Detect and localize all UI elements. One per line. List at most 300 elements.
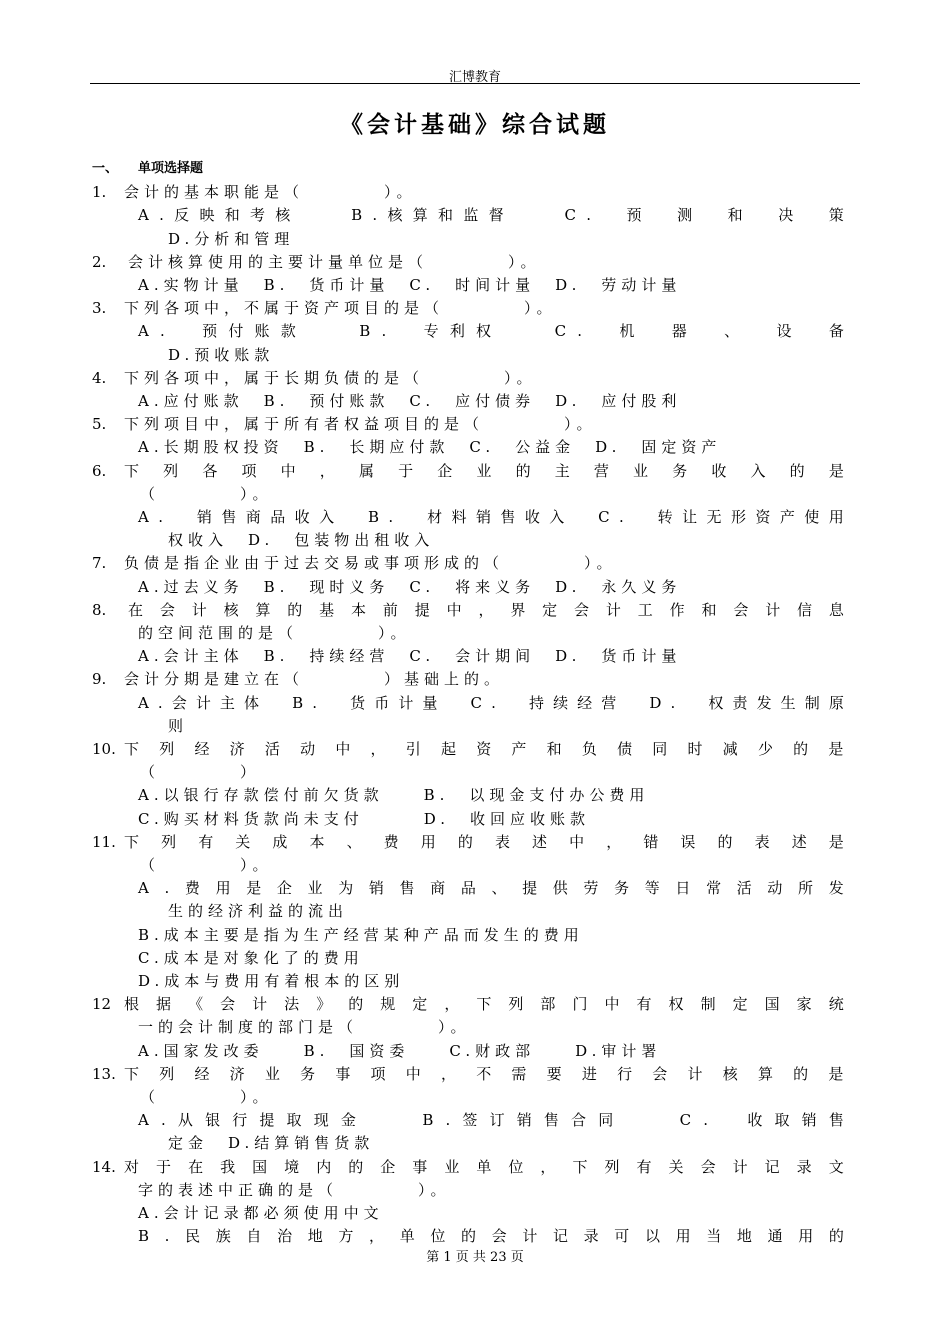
glyph: 算: [255, 601, 271, 619]
glyph: 同: [652, 740, 668, 758]
glyph: 文: [828, 1158, 844, 1176]
glyph: 现: [313, 1111, 329, 1129]
glyph: 账: [254, 322, 270, 340]
glyph: 的: [461, 1227, 477, 1245]
glyph: [388, 1063, 403, 1085]
glyph: 合: [571, 1111, 587, 1129]
glyph: 算: [757, 1065, 773, 1083]
glyph: 销: [196, 508, 212, 526]
glyph: 销: [368, 879, 384, 897]
glyph: 利: [449, 322, 465, 340]
glyph: 、: [491, 879, 507, 897]
glyph: [282, 738, 297, 760]
question-line: A.应付账款 B. 预付账款 C. 应付债券 D. 应付股利: [138, 392, 682, 410]
glyph: 计: [398, 694, 414, 712]
header-rule: [90, 83, 860, 84]
glyph: .: [164, 879, 170, 897]
glyph: 作: [669, 601, 685, 619]
glyph: 误: [680, 833, 696, 851]
glyph: B: [422, 1111, 434, 1129]
glyph: 货: [350, 694, 366, 712]
question-number: 7.: [92, 554, 107, 572]
question-line: A.会计记录都必须使用中文: [138, 1204, 384, 1222]
glyph: 时: [687, 740, 703, 758]
glyph: [144, 460, 159, 482]
glyph: 减: [722, 740, 738, 758]
glyph: 权: [476, 322, 492, 340]
glyph: [635, 1063, 650, 1085]
glyph: [705, 1063, 720, 1085]
glyph: 形: [730, 508, 746, 526]
glyph: 》: [316, 995, 332, 1013]
question-number: 13.: [92, 1065, 116, 1083]
glyph: 资: [755, 508, 771, 526]
glyph: 列: [161, 833, 177, 851]
glyph: [291, 831, 306, 853]
glyph: 位: [508, 1158, 524, 1176]
glyph: [613, 460, 628, 482]
glyph: 策: [828, 206, 844, 224]
glyph: 基: [319, 601, 335, 619]
glyph: 是: [828, 833, 844, 851]
glyph: [692, 460, 707, 482]
question-stem: 下列项目中，属于所有者权益项目的是（ ）。: [124, 415, 597, 433]
glyph: 的: [793, 1065, 809, 1083]
glyph: 款: [280, 322, 296, 340]
glyph: [247, 738, 262, 760]
glyph: [180, 831, 195, 853]
glyph: 费: [184, 879, 200, 897]
glyph: 产: [779, 508, 795, 526]
glyph: 事: [412, 1158, 428, 1176]
glyph: 计: [191, 601, 207, 619]
glyph: [212, 738, 227, 760]
glyph: 关: [235, 833, 251, 851]
glyph: [423, 738, 438, 760]
glyph: 核: [387, 206, 403, 224]
question-number: 1.: [92, 183, 107, 201]
glyph: [514, 204, 529, 226]
glyph: 《: [188, 995, 204, 1013]
glyph: 的: [793, 740, 809, 758]
glyph: 反: [174, 206, 190, 224]
page-header: 汇博教育: [448, 70, 501, 85]
glyph: B: [359, 322, 371, 340]
question-line: A.长期股权投资 B. 长期应付款 C. 公益金 D. 固定资产: [138, 438, 722, 456]
glyph: 供: [552, 879, 568, 897]
question-line: [138, 692, 844, 714]
glyph: 规: [380, 995, 396, 1013]
glyph: [268, 692, 283, 714]
glyph: [344, 506, 359, 528]
glyph: 营: [593, 462, 609, 480]
glyph: [353, 1063, 368, 1085]
glyph: 售: [399, 879, 415, 897]
glyph: 售: [543, 1111, 559, 1129]
glyph: 我: [220, 1158, 236, 1176]
glyph: 定: [542, 601, 558, 619]
glyph: [705, 738, 720, 760]
glyph: 主: [219, 694, 235, 712]
glyph: 的: [717, 833, 733, 851]
glyph: 济: [229, 740, 245, 758]
glyph: [574, 460, 589, 482]
glyph: [143, 831, 158, 853]
glyph: 同: [598, 1111, 614, 1129]
glyph: 的: [348, 995, 364, 1013]
glyph: 计: [195, 694, 211, 712]
glyph: [720, 1109, 735, 1131]
glyph: 生: [780, 694, 796, 712]
glyph: 是: [828, 740, 844, 758]
glyph: 记: [764, 1158, 780, 1176]
glyph: 主: [554, 462, 570, 480]
glyph: 常: [706, 879, 722, 897]
glyph: 述: [532, 833, 548, 851]
glyph: 劳: [583, 879, 599, 897]
question-number: 6.: [92, 462, 107, 480]
glyph: 各: [202, 462, 218, 480]
question-line: A.实物计量 B. 货币计量 C. 时间计量 D. 劳动计量: [138, 276, 682, 294]
glyph: .: [157, 694, 163, 712]
glyph: [254, 831, 269, 853]
glyph: 售: [828, 1111, 844, 1129]
glyph: .: [619, 508, 624, 526]
glyph: 于: [156, 1158, 172, 1176]
glyph: A: [138, 1111, 149, 1129]
glyph: [528, 320, 543, 342]
glyph: 制: [804, 694, 820, 712]
glyph: 会: [491, 1227, 507, 1245]
glyph: C: [554, 322, 567, 340]
glyph: [564, 1063, 579, 1085]
glyph: [326, 204, 341, 226]
glyph: [599, 738, 614, 760]
glyph: [476, 831, 491, 853]
glyph: 错: [643, 833, 659, 851]
glyph: [300, 460, 315, 482]
question-line: 生的经济利益的流出: [168, 902, 349, 920]
glyph: [403, 506, 418, 528]
question-number: 5.: [92, 415, 107, 433]
glyph: 产: [511, 740, 527, 758]
glyph: 、: [346, 833, 362, 851]
glyph: [282, 1063, 297, 1085]
question-stem: 会计核算使用的主要计量单位是（ ）。: [128, 253, 541, 271]
glyph: [333, 320, 348, 342]
glyph: 在: [188, 1158, 204, 1176]
question-stem: [128, 599, 844, 621]
glyph: [588, 831, 603, 853]
glyph: [177, 738, 192, 760]
glyph: [625, 692, 640, 714]
glyph: 费: [383, 833, 399, 851]
glyph: 中: [335, 740, 351, 758]
glyph: 权: [668, 995, 684, 1013]
glyph: 、: [724, 322, 740, 340]
glyph: 工: [637, 601, 653, 619]
glyph: [513, 831, 528, 853]
glyph: [535, 460, 550, 482]
question-line: C.成本是对象化了的费用: [138, 949, 364, 967]
glyph: 会: [171, 694, 187, 712]
glyph: 用: [798, 1227, 814, 1245]
glyph: [770, 460, 785, 482]
glyph: 位: [430, 1227, 446, 1245]
question-line: [138, 204, 844, 226]
question-number: 14.: [92, 1158, 116, 1176]
glyph: 门: [572, 995, 588, 1013]
glyph: 根: [124, 995, 140, 1013]
glyph: 项: [370, 1065, 386, 1083]
glyph: [328, 831, 343, 853]
glyph: 行: [617, 1065, 633, 1083]
glyph: [457, 460, 472, 482]
glyph: [318, 738, 333, 760]
glyph: .: [381, 322, 387, 340]
glyph: 录: [796, 1158, 812, 1176]
glyph: [653, 1109, 668, 1131]
question-number: 3.: [92, 299, 107, 317]
glyph: 提: [414, 601, 430, 619]
glyph: 业: [444, 1158, 460, 1176]
glyph: [339, 460, 354, 482]
glyph: 是: [828, 462, 844, 480]
glyph: 于: [398, 462, 414, 480]
glyph: 核: [223, 601, 239, 619]
glyph: 考: [250, 206, 266, 224]
glyph: 取: [774, 1111, 790, 1129]
glyph: [318, 1063, 333, 1085]
glyph: 自: [246, 1227, 262, 1245]
glyph: 列: [159, 740, 175, 758]
question-line: 权收入 D. 包装物出租收入: [168, 531, 435, 549]
glyph: 和: [727, 206, 743, 224]
glyph: 的: [457, 833, 473, 851]
glyph: 机: [619, 322, 635, 340]
glyph: [502, 320, 517, 342]
glyph: [810, 831, 825, 853]
glyph: 单: [399, 1227, 415, 1245]
question-number: 2.: [92, 253, 107, 271]
glyph: 业: [264, 1065, 280, 1083]
question-number: 9.: [92, 670, 107, 688]
glyph: ，: [606, 833, 622, 851]
glyph: 会: [733, 601, 749, 619]
glyph: [750, 320, 765, 342]
glyph: 营: [601, 694, 617, 712]
glyph: 表: [754, 833, 770, 851]
question-line: A.会计主体 B. 持续经营 C. 会计期间 D. 货币计量: [138, 647, 682, 665]
glyph: 进: [581, 1065, 597, 1083]
glyph: 家: [796, 995, 812, 1013]
question-line: A.过去义务 B. 现时义务 C. 将来义务 D. 永久义务: [138, 578, 682, 596]
glyph: 债: [617, 740, 633, 758]
glyph: ，: [370, 740, 386, 758]
glyph: [326, 692, 341, 714]
question-stem: 会计分期是建立在（ ）基础上的。: [124, 670, 505, 688]
glyph: [418, 460, 433, 482]
glyph: 收: [711, 462, 727, 480]
glyph: 起: [440, 740, 456, 758]
glyph: B: [367, 508, 379, 526]
glyph: 和: [224, 206, 240, 224]
glyph: 境: [284, 1158, 300, 1176]
glyph: 和: [438, 206, 454, 224]
glyph: [494, 738, 509, 760]
glyph: [217, 831, 232, 853]
glyph: 计: [605, 601, 621, 619]
glyph: [261, 460, 276, 482]
glyph: 业: [476, 462, 492, 480]
question-stem: 下列各项中，属于长期负债的是（ ）。: [124, 369, 537, 387]
glyph: [736, 831, 751, 853]
glyph: .: [312, 694, 318, 712]
question-line: [138, 877, 844, 899]
question-number: 11.: [92, 833, 116, 851]
glyph: 入: [750, 462, 766, 480]
glyph: 下: [124, 1065, 140, 1083]
glyph: 中: [569, 833, 585, 851]
glyph: 原: [828, 694, 844, 712]
glyph: .: [372, 206, 378, 224]
glyph: 单: [476, 1158, 492, 1176]
glyph: 记: [552, 1227, 568, 1245]
glyph: 银: [205, 1111, 221, 1129]
glyph: 预: [202, 322, 218, 340]
glyph: 权: [708, 694, 724, 712]
glyph: 定: [412, 995, 428, 1013]
glyph: 有: [636, 995, 652, 1013]
glyph: 用: [675, 1227, 691, 1245]
glyph: 测: [677, 206, 693, 224]
glyph: 收: [294, 508, 310, 526]
glyph: [505, 692, 520, 714]
section-number: 一、: [92, 161, 119, 176]
glyph: 部: [540, 995, 556, 1013]
glyph: 入: [319, 508, 335, 526]
glyph: [776, 1063, 791, 1085]
glyph: 和: [546, 740, 562, 758]
glyph: 录: [583, 1227, 599, 1245]
glyph: 所: [798, 879, 814, 897]
glyph: [702, 204, 717, 226]
glyph: 用: [828, 508, 844, 526]
glyph: 售: [500, 508, 516, 526]
glyph: 从: [177, 1111, 193, 1129]
glyph: [776, 738, 791, 760]
glyph: 法: [284, 995, 300, 1013]
glyph: 品: [270, 508, 286, 526]
glyph: ，: [540, 1158, 556, 1176]
glyph: [625, 1109, 640, 1131]
glyph: [803, 320, 818, 342]
glyph: A: [138, 206, 149, 224]
question-line: D.分析和管理: [168, 230, 295, 248]
glyph: 日: [675, 879, 691, 897]
glyph: 对: [124, 1158, 140, 1176]
glyph: [459, 738, 474, 760]
glyph: 负: [581, 740, 597, 758]
glyph: 器: [671, 322, 687, 340]
glyph: .: [703, 1111, 709, 1129]
glyph: 提: [522, 879, 538, 897]
glyph: B: [138, 1227, 150, 1245]
question-line: C.购买材料货款尚未支付 D. 收回应收账款: [138, 810, 590, 828]
glyph: [684, 692, 699, 714]
glyph: 业: [633, 462, 649, 480]
glyph: 使: [804, 508, 820, 526]
glyph: [353, 738, 368, 760]
glyph: 转: [657, 508, 673, 526]
glyph: 国: [252, 1158, 268, 1176]
question-line: 的空间范围的是（ ）。: [138, 624, 411, 642]
glyph: ，: [478, 601, 494, 619]
glyph: [652, 204, 667, 226]
glyph: [247, 1063, 262, 1085]
glyph: 计: [252, 995, 268, 1013]
glyph: 无: [706, 508, 722, 526]
glyph: 制: [700, 995, 716, 1013]
question-stem: 会计的基本职能是（ ）。: [124, 183, 417, 201]
glyph: [402, 831, 417, 853]
glyph: 引: [405, 740, 421, 758]
glyph: C: [564, 206, 576, 224]
glyph: 项: [241, 462, 257, 480]
glyph: 前: [382, 601, 398, 619]
glyph: 设: [776, 322, 792, 340]
glyph: 量: [422, 694, 438, 712]
question-line: 则: [168, 717, 189, 735]
glyph: [423, 1063, 438, 1085]
glyph: [811, 1063, 826, 1085]
glyph: [740, 738, 755, 760]
question-stem: 下列各项中，不属于资产项目的是（ ）。: [124, 299, 557, 317]
glyph: 述: [791, 833, 807, 851]
glyph: 币: [374, 694, 390, 712]
glyph: A: [138, 508, 149, 526]
glyph: 务: [672, 462, 688, 480]
glyph: [551, 831, 566, 853]
question-line: A.以银行存款偿付前欠货款 B. 以现金支付办公费用: [138, 786, 650, 804]
glyph: [599, 1063, 614, 1085]
glyph: 的: [287, 601, 303, 619]
glyph: 地: [736, 1227, 752, 1245]
glyph: 计: [765, 601, 781, 619]
glyph: 为: [338, 879, 354, 897]
glyph: 中: [280, 462, 296, 480]
glyph: B: [351, 206, 363, 224]
glyph: 定: [732, 995, 748, 1013]
glyph: 在: [128, 601, 144, 619]
glyph: 少: [757, 740, 773, 758]
question-number: 12: [92, 995, 112, 1013]
question-stem: [124, 993, 844, 1015]
glyph: 下: [572, 1158, 588, 1176]
question-line: B.成本主要是指为生产经营某种产品而发生的费用: [138, 926, 584, 944]
glyph: 以: [644, 1227, 660, 1245]
glyph: 监: [463, 206, 479, 224]
glyph: [811, 738, 826, 760]
glyph: 表: [494, 833, 510, 851]
glyph: 列: [159, 1065, 175, 1083]
glyph: 要: [546, 1065, 562, 1083]
glyph: [809, 460, 824, 482]
glyph: 商: [430, 879, 446, 897]
glyph: 济: [229, 1065, 245, 1083]
glyph: 料: [451, 508, 467, 526]
glyph: 续: [553, 694, 569, 712]
